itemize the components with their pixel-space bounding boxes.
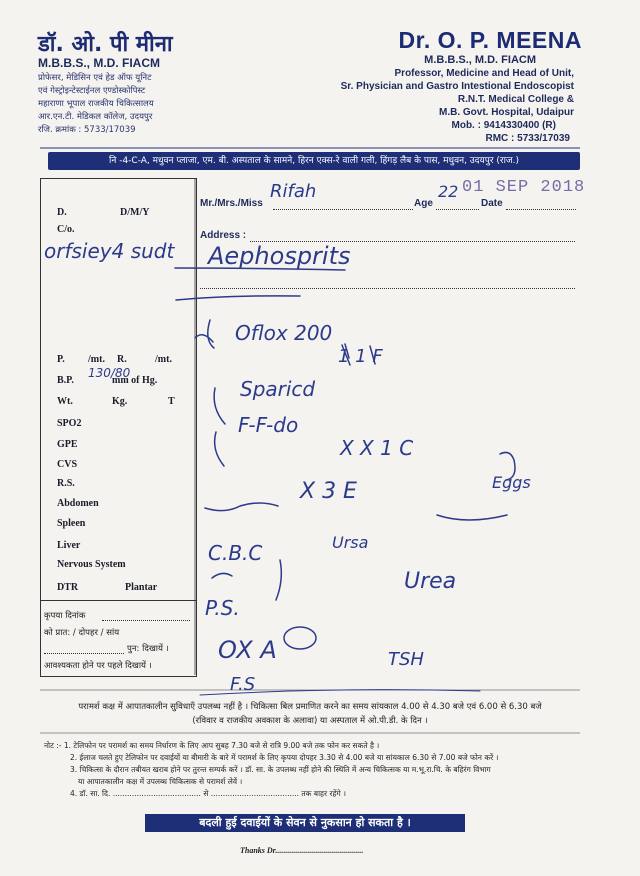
hw-rx-7: Ursa bbox=[332, 533, 369, 552]
doctor-degrees-right: M.B.B.S., M.D. FIACM bbox=[424, 54, 536, 66]
resp-label: R. bbox=[117, 354, 127, 365]
hw-rx-11: Urea bbox=[404, 569, 457, 594]
note-2: 2. ईलाज चलते हुए टेलिफोन पर दवाईयों या बीमारी के बारे में परामर्श के लिए कृपया दोपहर 3.30 से 4.00 बजे या सांयकाल 6.30 से 7.00 बजे फोन करें । bbox=[70, 753, 499, 762]
hw-rx-9: Eggs bbox=[492, 473, 531, 492]
dmy-label: D/M/Y bbox=[120, 207, 150, 218]
hw-rx-13: OX A bbox=[218, 636, 277, 664]
warning-banner: बदली हुई दवाईयों के सेवन से नुकसान हो सकता है । bbox=[145, 814, 465, 832]
address-label: Address : bbox=[200, 230, 247, 241]
consult-notice-line-1: परामर्श कक्ष में आपातकालीन सुविधाएँ उपलब्ध नहीं है । चिकित्सा बिल प्रमाणित करने का समय सांयकाल 4.00 से 4.30 बजे एवं 6.00 से 6.30 बजे bbox=[78, 702, 542, 712]
doctor-degrees-left: M.B.B.S., M.D. FIACM bbox=[38, 56, 160, 70]
hw-patient-name: Rifah bbox=[270, 181, 317, 202]
hw-rx-8: TSH bbox=[388, 649, 424, 670]
plantar-label: Plantar bbox=[125, 582, 158, 593]
hw-address: Aephosprits bbox=[208, 242, 351, 270]
d-label: D. bbox=[57, 207, 67, 218]
followup-again: पुन: दिखायें । bbox=[127, 644, 169, 654]
hw-rx-6: X 3 E bbox=[300, 479, 357, 504]
followup-note: आवश्यकता होने पर पहले दिखायें । bbox=[44, 661, 152, 671]
rx-small-1 bbox=[212, 573, 232, 578]
en-rmc: RMC : 5733/17039 bbox=[485, 133, 570, 144]
exam-abdomen: Abdomen bbox=[57, 498, 99, 509]
en-mobile: Mob. : 9414330400 (R) bbox=[451, 120, 556, 131]
rx-line-2 bbox=[437, 515, 507, 520]
hw-rx-12: P.S. bbox=[205, 596, 240, 620]
en-line-2: Sr. Physician and Gastro Intestional Endoscopist bbox=[340, 81, 574, 92]
pulse-unit: /mt. bbox=[88, 354, 105, 365]
exam-nervous-system: Nervous System bbox=[57, 559, 126, 570]
resp-unit: /mt. bbox=[155, 354, 172, 365]
rx-stroke bbox=[276, 560, 281, 600]
date-stamp: 01 SEP 2018 bbox=[462, 178, 586, 197]
doctor-name-hindi: डॉ. ओ. पी मीना bbox=[38, 32, 173, 57]
rx-symbol bbox=[195, 320, 214, 348]
bp-label: B.P. bbox=[57, 375, 74, 386]
exam-rs: R.S. bbox=[57, 478, 75, 489]
exam-spleen: Spleen bbox=[57, 518, 86, 529]
weight-label: Wt. bbox=[57, 396, 73, 407]
exam-gpe: GPE bbox=[57, 439, 78, 450]
followup-time: को प्रात: / दोपहर / सांय bbox=[44, 628, 120, 638]
hw-bp: 130/80 bbox=[88, 366, 131, 380]
kg-label: Kg. bbox=[112, 396, 128, 407]
hw-rx-10: C.B.C bbox=[208, 541, 263, 565]
bp-unit: mm of Hg. bbox=[112, 375, 158, 386]
rx-circle bbox=[284, 627, 316, 649]
en-line-3: R.N.T. Medical College & bbox=[457, 94, 574, 105]
hw-rx-4: F-F-do bbox=[238, 413, 299, 437]
en-line-1: Professor, Medicine and Head of Unit, bbox=[394, 68, 574, 79]
note-3: 3. चिकित्सा के दौरान तबीयत खराब होने पर तुरन्त सम्पर्क करें । डॉ. सा. के उपलब्ध नहीं होने की स्थिति में अन्य चिकित्सक या म.भू.रा.चि. के बहिरंग विभाग bbox=[70, 765, 491, 774]
note-4: 4. डॉ. सा. दि. ..................................... से ..................................... तक बाहर रहेंगे । bbox=[70, 789, 346, 798]
hindi-line-3: महाराणा भूपाल राजकीय चिकित्सालय bbox=[38, 99, 154, 109]
hw-left-note: orfsiey4 sudt bbox=[44, 239, 175, 263]
doctor-name-english: Dr. O. P. MEENA bbox=[398, 27, 582, 53]
pulse-label: P. bbox=[57, 354, 65, 365]
rx-bracket bbox=[214, 388, 225, 466]
temp-label: T bbox=[168, 396, 175, 407]
exam-liver: Liver bbox=[57, 540, 81, 551]
hw-age: 22 bbox=[438, 182, 459, 201]
note-3-cont: या आपातकालीन कक्ष में उपलब्ध चिकित्सक से परामर्श लेवें । bbox=[78, 777, 243, 786]
thanks-label: Thanks Dr. bbox=[240, 846, 278, 855]
note-1: नोट :- 1. टेलिफोन पर परामर्श का समय निर्धारण के लिए आप सुबह 7.30 बजे से रात्रि 9.00 बजे तक फोन कर सकते है । bbox=[44, 741, 380, 750]
hw-rx-2: 1 1 F bbox=[338, 346, 383, 367]
en-line-4: M.B. Govt. Hospital, Udaipur bbox=[438, 107, 574, 118]
clinic-address-bar: नि -4-C-A, मधुवन प्लाजा, एम. बी. अस्पताल के सामने, हिरन एक्स-रे वाली गली, हिंगड़ लैब के पास, मधुवन, उदयपुर (राज.) bbox=[48, 152, 580, 170]
hw-rx-3: Sparicd bbox=[240, 377, 316, 401]
thanks-line: Thanks Dr............................................ bbox=[240, 846, 364, 855]
co-label: C/o. bbox=[57, 224, 75, 235]
dtr-label: DTR bbox=[57, 582, 79, 593]
exam-spo2: SPO2 bbox=[57, 418, 82, 429]
hw-rx-1: Oflox 200 bbox=[235, 321, 333, 345]
date-label: Date bbox=[481, 198, 503, 209]
hw-rx-5: X X 1 C bbox=[340, 436, 414, 460]
hw-rx-14: F.S bbox=[230, 674, 256, 695]
followup-date: कृपया दिनांक bbox=[44, 611, 86, 621]
exam-cvs: CVS bbox=[57, 459, 78, 470]
name-label: Mr./Mrs./Miss bbox=[200, 198, 263, 209]
age-label: Age bbox=[414, 198, 433, 209]
rx-line-1 bbox=[205, 503, 278, 511]
hindi-line-2: एवं गेस्ट्रोइन्टेस्टाईनल एण्डोस्कोपिस्ट bbox=[38, 86, 146, 96]
consult-notice-line-2: (रविवार व राजकीय अवकाश के अलावा) या अस्पताल में ओ.पी.डी. के दिन । bbox=[192, 716, 428, 726]
hindi-line-4: आर.एन.टी. मेडिकल कॉलेज, उदयपुर bbox=[38, 112, 153, 122]
hindi-line-1: प्रोफेसर, मेडिसिन एवं हेड ऑफ यूनिट bbox=[38, 73, 152, 83]
hindi-reg-no: रजि. क्रमांक : 5733/17039 bbox=[38, 125, 136, 135]
